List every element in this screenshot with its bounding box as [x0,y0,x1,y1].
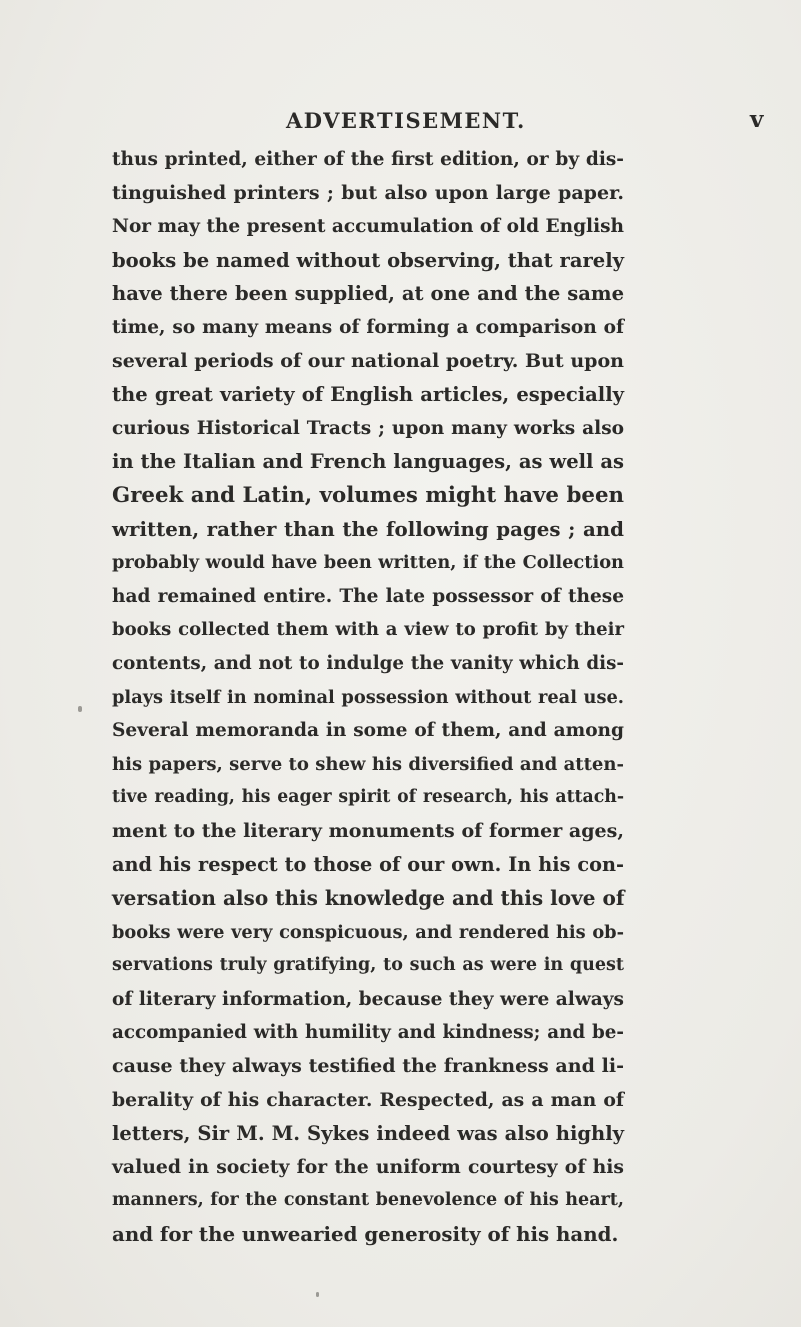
text-line: cause they always testified the frankness and li- [112,1055,624,1078]
text-line: valued in society for the uniform courtesy of his [112,1155,624,1178]
ink-speck [78,706,82,712]
text-line: contents, and not to indulge the vanity which dis- [112,652,624,674]
text-line: plays itself in nominal possession without real use. [112,686,624,708]
text-line: time, so many means of forming a comparison of [112,316,624,338]
text-line: written, rather than the following pages ; and [112,516,624,541]
text-line: accompanied with humility and kindness; and be- [112,1022,624,1044]
running-head [0,104,801,144]
text-line: books collected them with a view to profit by their [112,619,624,641]
text-line: tinguished printers ; but also upon large paper. [112,181,624,204]
text-line: thus printed, either of the first edition, or by dis- [112,149,624,170]
text-line: servations truly gratifying, to such as were in quest [112,955,624,976]
text-line: and for the unwearied generosity of his hand. [112,1222,619,1246]
text-line: Nor may the present accumulation of old English [112,216,625,238]
text-line: books were very conspicuous, and rendered his ob- [112,921,624,943]
page-number: v [750,106,764,133]
text-line: his papers, serve to shew his diversified and atten- [112,753,624,775]
running-title: ADVERTISEMENT. [286,108,526,133]
text-line: tive reading, his eager spirit of research, his attach- [112,787,624,808]
text-line: ment to the literary monuments of former ages, [112,819,624,842]
ink-speck [316,1292,319,1297]
text-line: in the Italian and French languages, as well as [112,450,624,474]
text-line: the great variety of English articles, especially [112,383,624,407]
text-line: probably would have been written, if the Collection [112,552,624,574]
text-line: berality of his character. Respected, as a man of [112,1088,624,1111]
text-line: Greek and Latin, volumes might have been [112,482,624,508]
body-text [112,143,624,1252]
text-line: manners, for the constant benevolence of his heart, [112,1190,624,1211]
text-line: versation also this knowledge and this love of [112,886,625,911]
text-line: curious Historical Tracts ; upon many works also [112,417,624,439]
text-line: of literary information, because they were always [112,988,624,1010]
text-line: letters, Sir M. M. Sykes indeed was also highly [112,1122,624,1146]
text-line: have there been supplied, at one and the same [112,282,624,306]
text-line: Several memoranda in some of them, and among [112,720,624,742]
text-line: books be named without observing, that rarely [112,248,624,272]
text-line: had remained entire. The late possessor of these [112,585,624,607]
text-line: and his respect to those of our own. In his con- [112,853,624,877]
text-line: several periods of our national poetry. But upon [112,349,624,372]
